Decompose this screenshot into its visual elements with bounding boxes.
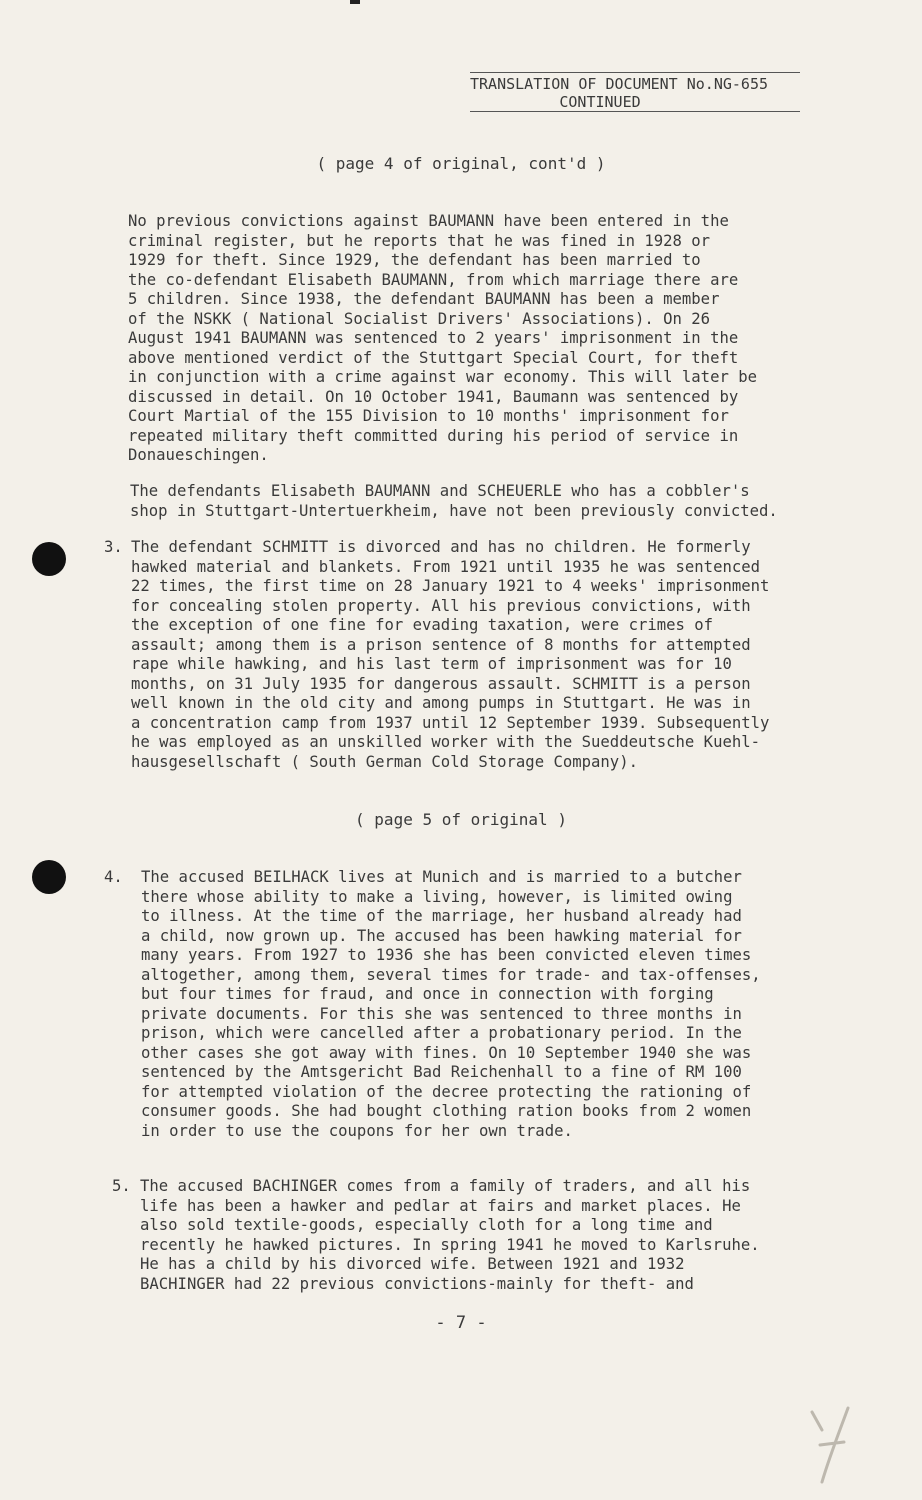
text-line: a child, now grown up. The accused has been hawking material for bbox=[141, 926, 742, 945]
item-number-4: 4. bbox=[104, 868, 123, 886]
scan-mark bbox=[350, 0, 360, 4]
punch-hole bbox=[32, 860, 66, 894]
text-line: the exception of one fine for evading taxation, were crimes of bbox=[131, 616, 714, 634]
text-line: hawked material and blankets. From 1921 until 1935 he was sentenced bbox=[131, 557, 761, 576]
text-line: The accused BACHINGER comes from a family of traders, and all his bbox=[140, 1177, 751, 1195]
item-number-5: 5. bbox=[112, 1177, 131, 1195]
text-line: he was employed as an unskilled worker with the Sueddeutsche Kuehl- bbox=[131, 733, 761, 751]
text-line: Court Martial of the 155 Division to 10 months' imprisonment for bbox=[128, 407, 729, 425]
text-line: also sold textile-goods, especially cloth for a long time and bbox=[140, 1216, 713, 1234]
text-line: the co-defendant Elisabeth BAUMANN, from which marriage there are bbox=[128, 270, 739, 289]
text-line: criminal register, but he reports that he was fined in 1928 or bbox=[128, 231, 711, 250]
text-line: well known in the old city and among pumps in Stuttgart. He was in bbox=[131, 694, 751, 712]
text-line: sentenced by the Amtsgericht Bad Reichenhall to a fine of RM 100 bbox=[141, 1063, 742, 1081]
header-rule-top bbox=[470, 72, 800, 73]
text-line: life has been a hawker and pedlar at fairs and market places. He bbox=[140, 1196, 741, 1215]
text-line: for concealing stolen property. All his previous convictions, with bbox=[131, 596, 751, 615]
page-reference-5: ( page 5 of original ) bbox=[355, 810, 567, 829]
text-line: there whose ability to make a living, however, is limited owing bbox=[141, 887, 733, 906]
header-rule-bottom bbox=[470, 111, 800, 112]
header-subtitle: CONTINUED bbox=[559, 93, 641, 111]
text-line: rape while hawking, and his last term of imprisonment was for 10 bbox=[131, 655, 732, 673]
text-line: for attempted violation of the decree protecting the rationing of bbox=[141, 1082, 752, 1101]
paragraph-defendants bbox=[130, 482, 778, 521]
text-line: recently he hawked pictures. In spring 1941 he moved to Karlsruhe. bbox=[140, 1235, 760, 1254]
text-line: August 1941 BAUMANN was sentenced to 2 years' imprisonment in the bbox=[128, 329, 739, 347]
punch-hole bbox=[32, 542, 66, 576]
paragraph-schmitt bbox=[131, 538, 769, 772]
text-line: other cases she got away with fines. On 10 September 1940 she was bbox=[141, 1043, 752, 1062]
text-line: The defendants Elisabeth BAUMANN and SCHEUERLE who has a cobbler's bbox=[130, 482, 750, 500]
item-number-3: 3. bbox=[104, 538, 123, 556]
text-line: He has a child by his divorced wife. Between 1921 and 1932 bbox=[140, 1255, 685, 1273]
header-title: TRANSLATION OF DOCUMENT No.NG-655 bbox=[470, 75, 769, 93]
text-line: 22 times, the first time on 28 January 1921 to 4 weeks' imprisonment bbox=[131, 577, 770, 595]
text-line: The defendant SCHMITT is divorced and has no children. He formerly bbox=[131, 538, 751, 556]
text-line: above mentioned verdict of the Stuttgart Special Court, for theft bbox=[128, 348, 739, 367]
text-line: but four times for fraud, and once in connection with forging bbox=[141, 985, 714, 1003]
text-line: prison, which were cancelled after a probationary period. In the bbox=[141, 1024, 742, 1042]
text-line: shop in Stuttgart-Untertuerkheim, have not been previously convicted. bbox=[130, 501, 778, 520]
paragraph-baumann bbox=[128, 212, 757, 466]
text-line: assault; among them is a prison sentence of 8 months for attempted bbox=[131, 635, 751, 654]
text-line: to illness. At the time of the marriage, her husband already had bbox=[141, 907, 742, 925]
text-line: altogether, among them, several times for trade- and tax-offenses, bbox=[141, 965, 761, 984]
text-line: months, on 31 July 1935 for dangerous assault. SCHMITT is a person bbox=[131, 674, 751, 693]
text-line: of the NSKK ( National Socialist Drivers' Associations). On 26 bbox=[128, 309, 711, 328]
text-line: consumer goods. She had bought clothing ration books from 2 women bbox=[141, 1102, 752, 1120]
paragraph-beilhack bbox=[141, 868, 761, 1141]
text-line: Donaueschingen. bbox=[128, 446, 269, 464]
handwritten-mark-icon bbox=[800, 1400, 870, 1490]
text-line: in conjunction with a crime against war economy. This will later be bbox=[128, 368, 758, 386]
page-reference-4: ( page 4 of original, cont'd ) bbox=[316, 154, 606, 173]
text-line: No previous convictions against BAUMANN have been entered in the bbox=[128, 212, 729, 230]
text-line: The accused BEILHACK lives at Munich and is married to a butcher bbox=[141, 868, 742, 886]
text-line: repeated military theft committed during his period of service in bbox=[128, 426, 739, 445]
paragraph-bachinger bbox=[140, 1177, 760, 1294]
text-line: BACHINGER had 22 previous convictions-mainly for theft- and bbox=[140, 1274, 694, 1293]
text-line: 5 children. Since 1938, the defendant BAUMANN has been a member bbox=[128, 290, 720, 308]
text-line: many years. From 1927 to 1936 she has been convicted eleven times bbox=[141, 946, 752, 964]
text-line: private documents. For this she was sentenced to three months in bbox=[141, 1004, 742, 1023]
text-line: hausgesellschaft ( South German Cold Storage Company). bbox=[131, 752, 638, 771]
text-line: discussed in detail. On 10 October 1941, Baumann was sentenced by bbox=[128, 387, 739, 406]
text-line: a concentration camp from 1937 until 12 September 1939. Subsequently bbox=[131, 713, 770, 732]
page-number: - 7 - bbox=[435, 1313, 487, 1333]
text-line: in order to use the coupons for her own trade. bbox=[141, 1121, 573, 1140]
text-line: 1929 for theft. Since 1929, the defendant has been married to bbox=[128, 251, 701, 269]
header-block bbox=[470, 72, 800, 112]
